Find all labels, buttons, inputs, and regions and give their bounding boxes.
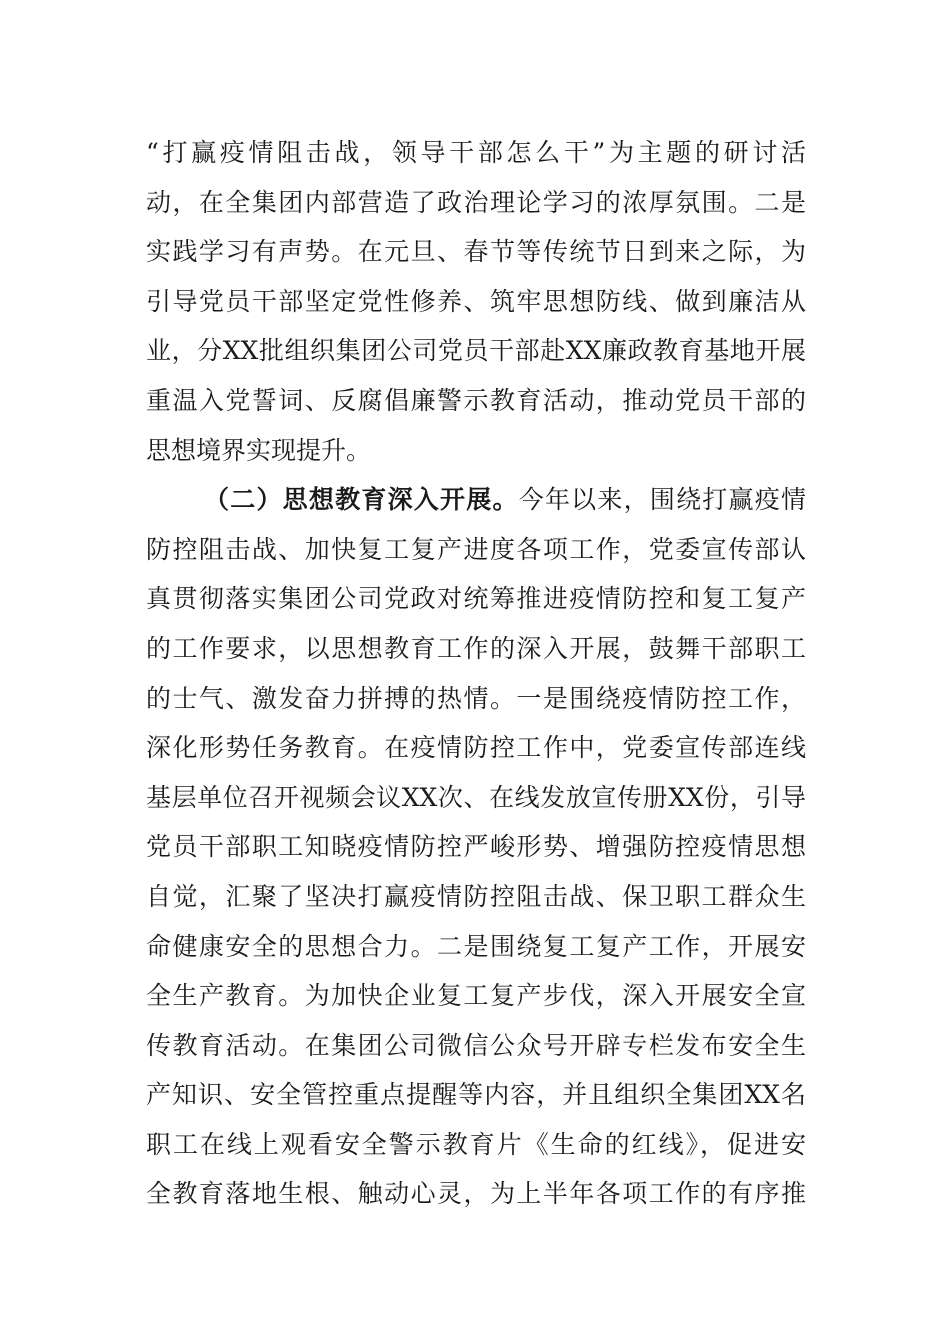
text-run: 今年以来，围绕打赢疫情	[518, 485, 806, 515]
paragraph-1	[146, 128, 806, 475]
text-line: 全生产教育。为加快企业复工复产步伐，深入开展安全宣	[146, 981, 806, 1011]
text-line: 传教育活动。在集团公司微信公众号开辟专栏发布安全生	[146, 1030, 806, 1060]
text-line: 真贯彻落实集团公司党政对统筹推进疫情防控和复工复产	[146, 584, 806, 614]
text-line: 防控阻击战、加快复工复产进度各项工作，党委宣传部认	[146, 534, 806, 564]
text-line: 的士气、激发奋力拼搏的热情。一是围绕疫情防控工作，	[146, 683, 806, 713]
text-line: 思想境界实现提升。	[146, 435, 372, 465]
text-line: 产知识、安全管控重点提醒等内容，并且组织全集团XX名	[146, 1080, 806, 1110]
text-line: 命健康安全的思想合力。二是围绕复工复产工作，开展安	[146, 931, 806, 961]
text-line: 基层单位召开视频会议XX次、在线发放宣传册XX份，引导	[146, 782, 806, 812]
text-line: 重温入党誓词、反腐倡廉警示教育活动，推动党员干部的	[146, 385, 806, 415]
text-line: 实践学习有声势。在元旦、春节等传统节日到来之际，为	[146, 237, 806, 267]
section-heading: （二）思想教育深入开展。	[204, 485, 519, 515]
text-line: 的工作要求，以思想教育工作的深入开展，鼓舞干部职工	[146, 633, 806, 663]
text-line: 动，在全集团内部营造了政治理论学习的浓厚氛围。二是	[146, 187, 806, 217]
text-line: 职工在线上观看安全警示教育片《生命的红线》，促进安	[146, 1129, 806, 1159]
text-line: “打赢疫情阻击战，领导干部怎么干”为主题的研讨活	[146, 138, 806, 167]
text-line: 党员干部职工知晓疫情防控严峻形势、增强防控疫情思想	[146, 832, 806, 862]
text-line: 自觉，汇聚了坚决打赢疫情防控阻击战、保卫职工群众生	[146, 881, 806, 911]
text-line: 全教育落地生根、触动心灵，为上半年各项工作的有序推	[146, 1179, 806, 1209]
text-line: 深化形势任务教育。在疫情防控工作中，党委宣传部连线	[146, 733, 806, 763]
text-line: 业，分XX批组织集团公司党员干部赴XX廉政教育基地开展	[146, 336, 806, 366]
body-text	[146, 128, 806, 1219]
paragraph-2	[146, 475, 806, 1219]
paragraph-2-first-line	[146, 475, 806, 525]
text-line: 引导党员干部坚定党性修养、筑牢思想防线、做到廉洁从	[146, 286, 806, 316]
